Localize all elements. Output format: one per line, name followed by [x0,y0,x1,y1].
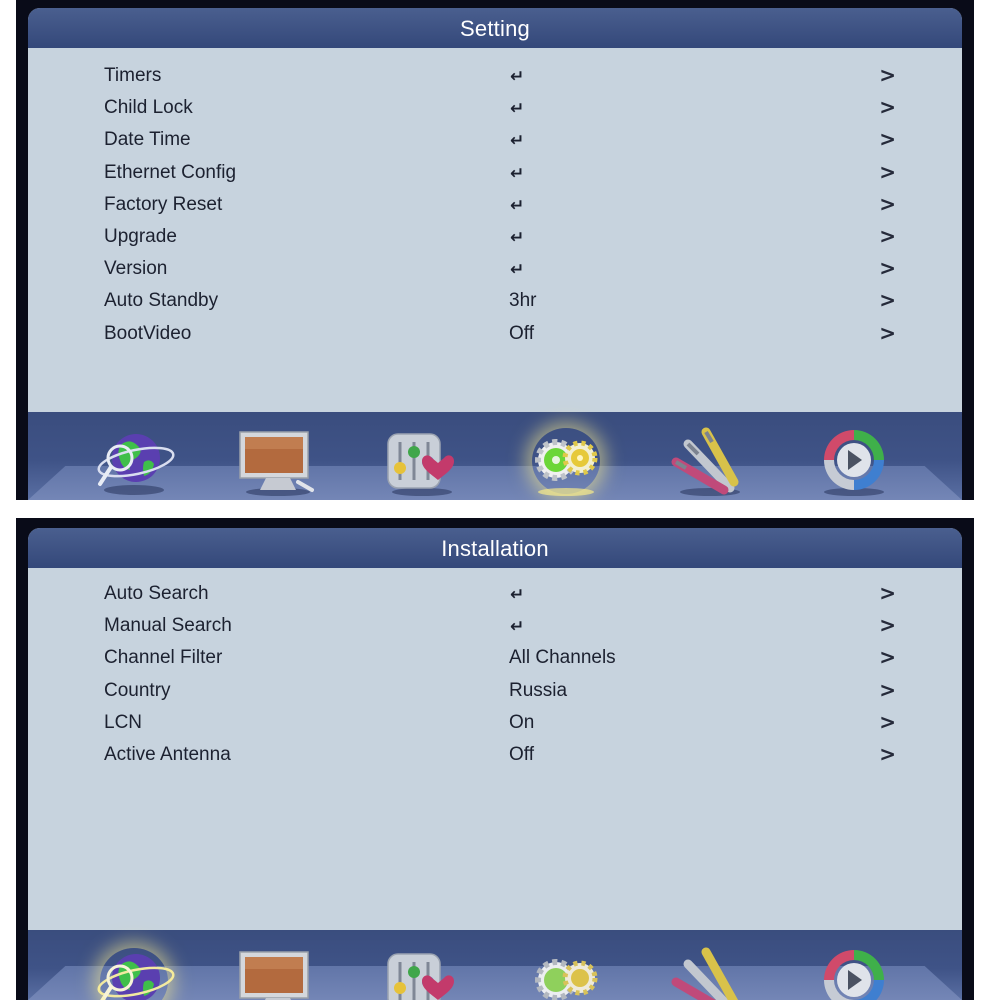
chevron-right-icon: > [879,95,896,120]
installation-title: Installation [28,528,962,568]
menu-item-auto-standby[interactable] [28,285,962,317]
menu-item-child-lock[interactable] [28,92,962,124]
menu-item-boot-video[interactable] [28,318,962,350]
menu-item-channel-filter[interactable] [28,642,962,674]
chevron-right-icon: > [879,159,896,184]
gears-icon[interactable] [524,944,608,1000]
menu-item-value: Russia [509,679,568,701]
menu-item-upgrade[interactable] [28,221,962,253]
equalizer-heart-icon[interactable] [380,424,464,498]
chevron-right-icon: > [879,709,896,734]
enter-icon: ↵ [510,99,525,120]
menu-item-date-time[interactable] [28,124,962,156]
menu-item-label: Auto Standby [104,290,219,312]
chevron-right-icon: > [879,223,896,248]
chevron-right-icon: > [879,191,896,216]
menu-item-lcn[interactable] [28,707,962,739]
av-cables-icon[interactable] [668,944,752,1000]
menu-item-factory-reset[interactable] [28,189,962,221]
main-menu-dock [28,412,962,500]
menu-item-label: Channel Filter [104,647,223,669]
menu-item-ethernet-config[interactable] [28,157,962,189]
chevron-right-icon: > [879,613,896,638]
menu-item-active-antenna[interactable] [28,739,962,771]
enter-icon: ↵ [510,195,525,216]
setting-screen [16,0,974,500]
installation-screen [16,518,974,1000]
enter-icon: ↵ [510,131,525,152]
tv-icon[interactable] [236,424,320,498]
menu-item-version[interactable] [28,253,962,285]
enter-icon: ↵ [510,585,525,605]
globe-icon[interactable] [92,424,176,498]
menu-item-label: Child Lock [104,97,193,119]
menu-item-timers[interactable] [28,60,962,92]
chevron-right-icon: > [879,256,896,281]
installation-panel [28,528,962,1000]
menu-item-label: Factory Reset [104,193,223,215]
chevron-right-icon: > [879,741,896,766]
tv-icon[interactable] [236,944,320,1000]
menu-item-label: Upgrade [104,225,177,247]
enter-icon: ↵ [510,260,525,281]
setting-panel [28,8,962,500]
chevron-right-icon: > [879,645,896,670]
media-play-icon[interactable] [812,944,896,1000]
media-play-icon[interactable] [812,424,896,498]
av-cables-icon[interactable] [668,424,752,498]
gears-icon[interactable] [524,424,608,498]
menu-item-label: Country [104,679,171,701]
menu-item-label: Manual Search [104,615,232,637]
menu-item-value: All Channels [509,647,616,669]
installation-menu [28,578,962,771]
enter-icon: ↵ [510,617,525,638]
menu-item-manual-search[interactable] [28,610,962,642]
setting-menu [28,60,962,350]
chevron-right-icon: > [879,677,896,702]
menu-item-value: On [509,711,535,733]
menu-item-auto-search[interactable] [28,578,962,610]
chevron-right-icon: > [879,581,896,605]
menu-item-label: Date Time [104,129,191,151]
menu-item-label: Ethernet Config [104,161,237,183]
menu-item-value: Off [509,322,534,344]
chevron-right-icon: > [879,127,896,152]
setting-title: Setting [28,8,962,48]
menu-item-label: Active Antenna [104,743,231,765]
menu-item-label: Version [104,258,168,280]
chevron-right-icon: > [879,288,896,313]
chevron-right-icon: > [879,320,896,345]
menu-item-label: Timers [104,65,162,86]
menu-item-value: 3hr [509,290,537,312]
enter-icon: ↵ [510,67,525,87]
equalizer-heart-icon[interactable] [380,944,464,1000]
globe-icon[interactable] [92,944,176,1000]
enter-icon: ↵ [510,163,525,184]
menu-item-label: LCN [104,711,143,733]
main-menu-dock [28,930,962,1000]
menu-item-label: Auto Search [104,583,209,604]
menu-item-country[interactable] [28,675,962,707]
enter-icon: ↵ [510,227,525,248]
chevron-right-icon: > [879,63,896,87]
menu-item-label: BootVideo [104,322,192,344]
menu-item-value: Off [509,743,534,765]
